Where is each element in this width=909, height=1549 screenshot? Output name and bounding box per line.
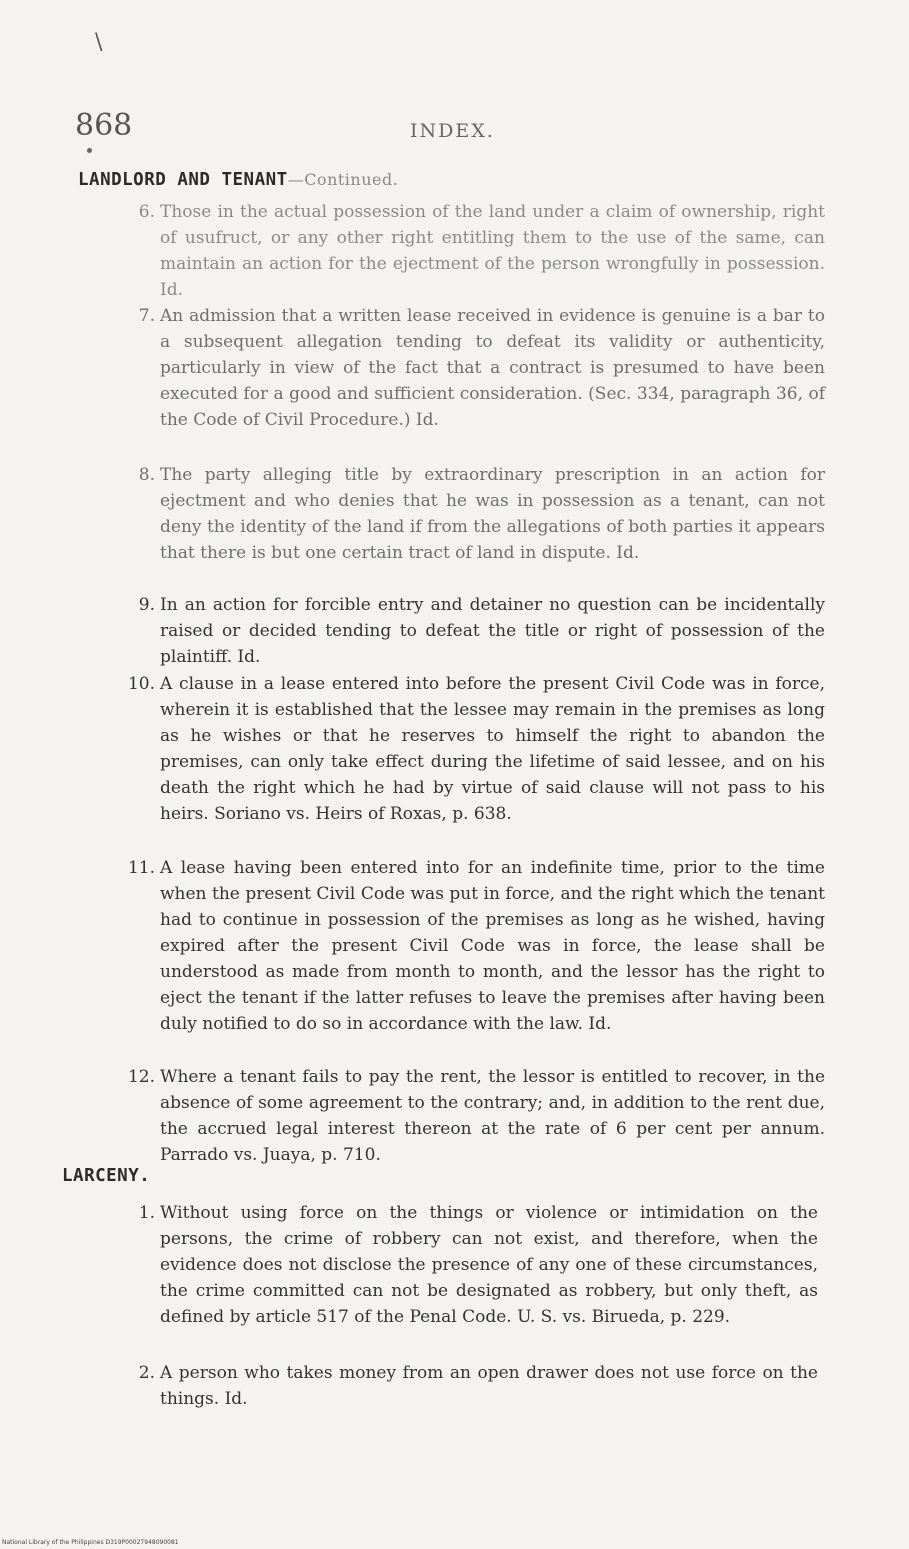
index-entry (138, 199, 825, 303)
index-entry (127, 671, 825, 827)
entry-number: 8. (138, 465, 155, 485)
corner-mark: \ (95, 30, 103, 55)
entry-number: 9. (138, 595, 155, 615)
section-heading-landlord-and-tenant (78, 170, 398, 190)
entry-text: A person who takes money from an open drawer does not use force on the things. Id. (160, 1363, 818, 1409)
entry-text: In an action for forcible entry and detainer no question can be incidentally raised or decided tending to defeat the title or right of possession of the plaintiff. Id. (160, 595, 825, 667)
index-entry (138, 1360, 818, 1412)
index-entry (127, 855, 825, 1037)
page-header (75, 108, 835, 148)
page-number-dot (87, 148, 92, 153)
entry-number: 1. (138, 1203, 155, 1223)
section-heading-text: LARCENY. (62, 1166, 151, 1186)
index-entry (127, 1064, 825, 1168)
entry-text: Where a tenant fails to pay the rent, the lessor is entitled to recover, in the absence of some agreement to the contrary; and, in addition to the rent due, the accrued legal interest thereon at the rate of 6 per cent per annum. Parrado vs. Juaya, p. 710. (160, 1067, 825, 1165)
index-title: INDEX. (410, 120, 495, 142)
entry-number: 10. (127, 674, 155, 694)
footer-watermark: National Library of the Philippines D319P00027948090081 (2, 1539, 179, 1546)
entry-number: 11. (127, 858, 155, 878)
index-entry (138, 1200, 818, 1330)
entry-number: 12. (127, 1067, 155, 1087)
entry-text: Without using force on the things or violence or intimidation on the persons, the crime of robbery can not exist, and therefore, when the evidence does not disclose the presence of any one of these circumstances, the crime committed can not be designated as robbery, but only theft, as defined by article 517 of the Penal Code. U. S. vs. Birueda, p. 229. (160, 1203, 818, 1327)
entry-number: 6. (138, 202, 155, 222)
index-entry (138, 303, 825, 433)
entry-text: A clause in a lease entered into before the present Civil Code was in force, wherein it is established that the lessee may remain in the premises as long as he wishes or that he reserves to himself the right to abandon the premises, can only take effect during the lifetime of said lessee, and on his death the right which he had by virtue of said clause will not pass to his heirs. Soriano vs. Heirs of Roxas, p. 638. (160, 674, 825, 824)
entry-text: A lease having been entered into for an indefinite time, prior to the time when the present Civil Code was put in force, and the right which the tenant had to continue in possession of the premises as long as he wished, having expired after the present Civil Code was in force, the lease shall be understood as made from month to month, and the lessor has the right to eject the tenant if the latter refuses to leave the premises after having been duly notified to do so in accordance with the law. Id. (160, 858, 825, 1034)
entry-text: Those in the actual possession of the land under a claim of ownership, right of usufruct, or any other right entitling them to the use of the same, can maintain an action for the ejectment of the person wrongfully in possession. Id. (160, 202, 825, 300)
index-entry (138, 462, 825, 566)
entry-text: An admission that a written lease received in evidence is genuine is a bar to a subsequent allegation tending to defeat its validity or authenticity, particularly in view of the fact that a contract is presumed to have been executed for a good and sufficient consideration. (Sec. 334, paragraph 36, of the Code of Civil Procedure.) Id. (160, 306, 825, 430)
continued-label: —Continued. (287, 170, 399, 189)
entry-number: 2. (138, 1363, 155, 1383)
index-entry (138, 592, 825, 670)
section-heading-text: LANDLORD AND TENANT (78, 170, 288, 190)
entry-number: 7. (138, 306, 155, 326)
entry-text: The party alleging title by extraordinary prescription in an action for ejectment and who denies that he was in possession as a tenant, can not deny the identity of the land if from the allegations of both parties it appears that there is but one certain tract of land in dispute. Id. (160, 465, 825, 563)
section-heading-larceny (62, 1166, 150, 1186)
page-number: 868 (75, 108, 133, 143)
